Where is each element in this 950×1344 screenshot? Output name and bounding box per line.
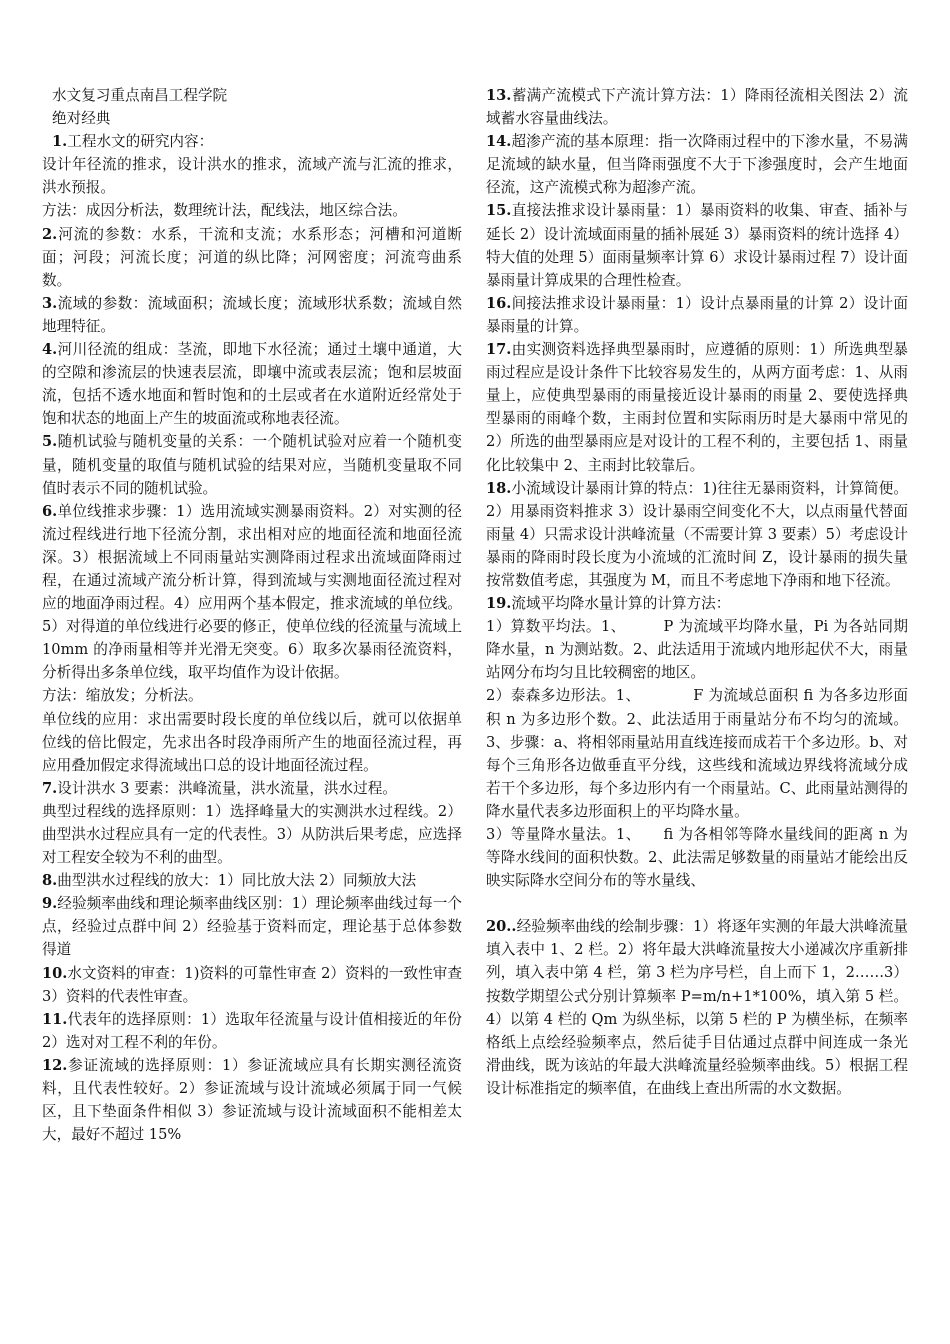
- paragraph-text: 绝对经典: [52, 110, 111, 128]
- item-number: 13.: [486, 87, 512, 104]
- item-number: 5.: [42, 433, 58, 451]
- paragraph-text: 工程水文的研究内容：: [67, 133, 214, 151]
- paragraph: [486, 684, 908, 823]
- paragraph-text: 2）泰森多边形法。1、 F 为流域总面积 fi 为各多边形面积 n 为多边形个数。2、此法适用于雨量站分布不均匀的流域。3、步骤：a、将相邻雨量站用直线连接而成若干个多边形。b、对每个三角形各边做垂直平分线，这些线和流域边界线将流域分成若干个多边形，每个多边形内有一个雨量站。C、此雨量站测得的降水量代表多边形面积上的平均降水量。: [486, 687, 908, 820]
- paragraph-text: 经验频率曲线的绘制步骤：1）将逐年实测的年最大洪峰流量填入表中 1、2 栏。2）将年最大洪峰流量按大小递减次序重新排列，填入表中第 4 栏，第 3 栏为序号栏，自上而下 1，2……3）按数学期望公式分别计算频率 P=m/n+1*100%，填入第 5 栏。4）以第 4 栏的 Qm 为纵坐标，以第 5 栏的 P 为横坐标，在频率格纸上点绘经验频率点，然后徒手目估通过点群中间连成一条光滑曲线，既为该站的年最大洪峰流量经验频率曲线。5）根据工程设计标准指定的频率值，在曲线上查出所需的水文数据。: [486, 918, 908, 1097]
- paragraph-text: 代表年的选择原则：1）选取年径流量与设计值相接近的年份 2）选对对工程不利的年份。: [42, 1010, 462, 1051]
- paragraph: [42, 1054, 462, 1146]
- paragraph-text: 流域平均降水量计算的计算方法：: [511, 595, 731, 613]
- item-number: 10.: [42, 964, 68, 982]
- paragraph: [42, 430, 462, 499]
- item-number: 7.: [42, 779, 58, 797]
- paragraph: [42, 708, 462, 777]
- paragraph: [42, 84, 462, 107]
- paragraph: [486, 823, 908, 892]
- paragraph-text: 设计年径流的推求，设计洪水的推求，流域产流与汇流的推求，洪水预报。: [42, 156, 462, 197]
- paragraph-text: 1）算数平均法。1、 P 为流域平均降水量，Pi 为各站同期降水量，n 为测站数。2、此法适用于流域内地形起伏不大，雨量站网分布均匀且比较稠密的地区。: [486, 618, 908, 682]
- paragraph-text: 水文复习重点南昌工程学院: [52, 87, 228, 104]
- paragraph: [42, 800, 462, 869]
- paragraph: [42, 338, 462, 430]
- item-number: 19.: [486, 595, 512, 613]
- paragraph: [42, 223, 462, 292]
- paragraph-text: 方法：成因分析法，数理统计法，配线法，地区综合法。: [42, 202, 407, 220]
- paragraph: [486, 615, 908, 684]
- paragraph: [42, 962, 462, 1008]
- item-number: 4.: [42, 341, 58, 359]
- item-number: 11.: [42, 1010, 68, 1028]
- item-number: 8.: [42, 872, 58, 890]
- paragraph: [486, 338, 908, 477]
- left-column: [42, 84, 462, 1146]
- paragraph-text: 小流域设计暴雨计算的特点：1)往往无暴雨资料，计算简便。2）用暴雨资料推求 3）设计暴雨空间变化不大，以点雨量代替面雨量 4）只需求设计洪峰流量（不需要计算 3 要素）5）考虑设计暴雨的降雨时段长度为小流域的汇流时间 Z，设计暴雨的损失量按常数值考虑，其强度为 M，而且不考虑地下净雨和地下径流。: [486, 479, 908, 589]
- item-number: 12.: [42, 1056, 68, 1074]
- paragraph-text: 间接法推求设计暴雨量：1）设计点暴雨量的计算 2）设计面暴雨量的计算。: [486, 294, 908, 335]
- paragraph-text: 超渗产流的基本原理：指一次降雨过程中的下渗水量，不易满足流域的缺水量，但当降雨强度不大于下渗强度时，会产生地面径流，这产流模式称为超渗产流。: [486, 133, 908, 197]
- paragraph: [42, 869, 462, 892]
- item-number: 1.: [52, 133, 68, 151]
- paragraph: [486, 477, 908, 592]
- paragraph-text: 曲型洪水过程线的放大：1）同比放大法 2）同频放大法: [57, 872, 417, 890]
- paragraph: [486, 292, 908, 338]
- item-number: 18.: [486, 479, 512, 497]
- item-number: 14.: [486, 133, 512, 151]
- item-number: 17.: [486, 341, 512, 359]
- paragraph: [42, 199, 462, 222]
- paragraph-text: 设计洪水 3 要素：洪峰流量，洪水流量，洪水过程。: [57, 779, 397, 797]
- paragraph: [42, 130, 462, 153]
- paragraph-text: 流域的参数：流域面积；流域长度；流域形状系数；流域自然地理特征。: [42, 294, 462, 335]
- paragraph-text: 由实测资料选择典型暴雨时，应遵循的原则：1）所选典型暴雨过程应是设计条件下比较容易发生的，从两方面考虑：1、从雨量上，应使典型暴雨的雨量接近设计暴雨的雨量 2、要使选择典型暴雨的雨峰个数，主雨封位置和实际雨历时是大暴雨中常见的 2）所选的曲型暴雨应是对设计的工程不利的，主要包括 1、雨量化比较集中 2、主雨封比较靠后。: [486, 341, 908, 474]
- paragraph: [42, 777, 462, 800]
- right-column: [486, 84, 908, 1100]
- paragraph: [42, 292, 462, 338]
- paragraph: [486, 130, 908, 199]
- paragraph-text: 单位线的应用：求出需要时段长度的单位线以后，就可以依据单位线的倍比假定，先求出各时段净雨所产生的地面径流过程，再应用叠加假定求得流域出口总的设计地面径流过程。: [42, 710, 462, 774]
- paragraph: [486, 592, 908, 615]
- paragraph-text: 单位线推求步骤：1）选用流域实测暴雨资料。2）对实测的径流过程线进行地下径流分割，求出相对应的地面径流和地面径流深。3）根据流域上不同雨量站实测降雨过程求出流域面降雨过程，在通过流域产流分析计算，得到流域与实测地面径流过程对应的地面净雨过程。4）应用两个基本假定，推求流域的单位线。5）对得道的单位线进行必要的修正，使单位线的径流量与流域上 10mm 的净雨量相等并光滑无突变。6）取多次暴雨径流资料，分析得出多条单位线，取平均值作为设计依据。: [42, 502, 462, 682]
- item-number: 2.: [42, 225, 58, 243]
- paragraph-text: 随机试验与随机变量的关系：一个随机试验对应着一个随机变量，随机变量的取值与随机试验的结果对应，当随机变量取不同值时表示不同的随机试验。: [42, 433, 462, 497]
- paragraph: [42, 153, 462, 199]
- item-number: 16.: [486, 294, 512, 312]
- paragraph-text: 河川径流的组成：茎流，即地下水径流；通过土壤中通道，大的空隙和渗流层的快速表层流，即壤中流或表层流；饱和层坡面流，包括不透水地面和暂时饱和的土层或者在水道附近经常处于饱和状态的地面上产生的坡面流或称地表径流。: [42, 341, 462, 428]
- item-number: 9.: [42, 895, 58, 913]
- paragraph-text: 蓄满产流模式下产流计算方法：1）降雨径流相关图法 2）流域蓄水容量曲线法。: [486, 87, 908, 128]
- paragraph-gap: [486, 892, 908, 915]
- paragraph-text: 3）等量降水量法。1、 fi 为各相邻等降水量线间的距离 n 为等降水线间的面积快数。2、此法需足够数量的雨量站才能绘出反映实际降水空间分布的等水量线、: [486, 826, 908, 890]
- paragraph: [42, 892, 462, 961]
- paragraph-text: 方法：缩放发；分析法。: [42, 687, 203, 705]
- item-number: 15.: [486, 202, 512, 220]
- paragraph-text: 水文资料的审查：1)资料的可靠性审查 2）资料的一致性审查 3）资料的代表性审查。: [42, 964, 462, 1005]
- item-number: 6.: [42, 502, 58, 520]
- paragraph-text: 经验频率曲线和理论频率曲线区别：1）理论频率曲线过每一个点，经验过点群中间 2）经验基于资料而定，理论基于总体参数得道: [42, 895, 462, 959]
- paragraph: [486, 915, 908, 1100]
- paragraph: [486, 84, 908, 130]
- paragraph-text: 河流的参数：水系，干流和支流；水系形态；河槽和河道断面；河段；河流长度；河道的纵比降；河网密度；河流弯曲系数。: [42, 225, 462, 289]
- paragraph-text: 直接法推求设计暴雨量：1）暴雨资料的收集、审查、插补与延长 2）设计流域面雨量的插补展延 3）暴雨资料的统计选择 4）特大值的处理 5）面雨量频率计算 6）求设计暴雨过程 7）设计面暴雨量计算成果的合理性检查。: [486, 202, 908, 289]
- paragraph: [42, 684, 462, 707]
- paragraph: [486, 199, 908, 291]
- item-number: 3.: [42, 294, 58, 312]
- item-number: 20..: [486, 918, 517, 936]
- paragraph: [42, 1008, 462, 1054]
- paragraph: [42, 107, 462, 130]
- paragraph: [42, 500, 462, 685]
- paragraph-text: 典型过程线的选择原则：1）选择峰量大的实测洪水过程线。2）曲型洪水过程应具有一定的代表性。3）从防洪后果考虑，应选择对工程安全较为不利的曲型。: [42, 802, 462, 867]
- paragraph-text: 参证流域的选择原则：1）参证流域应具有长期实测径流资料，且代表性较好。2）参证流域与设计流域必须属于同一气候区，且下垫面条件相似 3）参证流域与设计流域面积不能相差太大，最好不超过 15%: [42, 1056, 462, 1144]
